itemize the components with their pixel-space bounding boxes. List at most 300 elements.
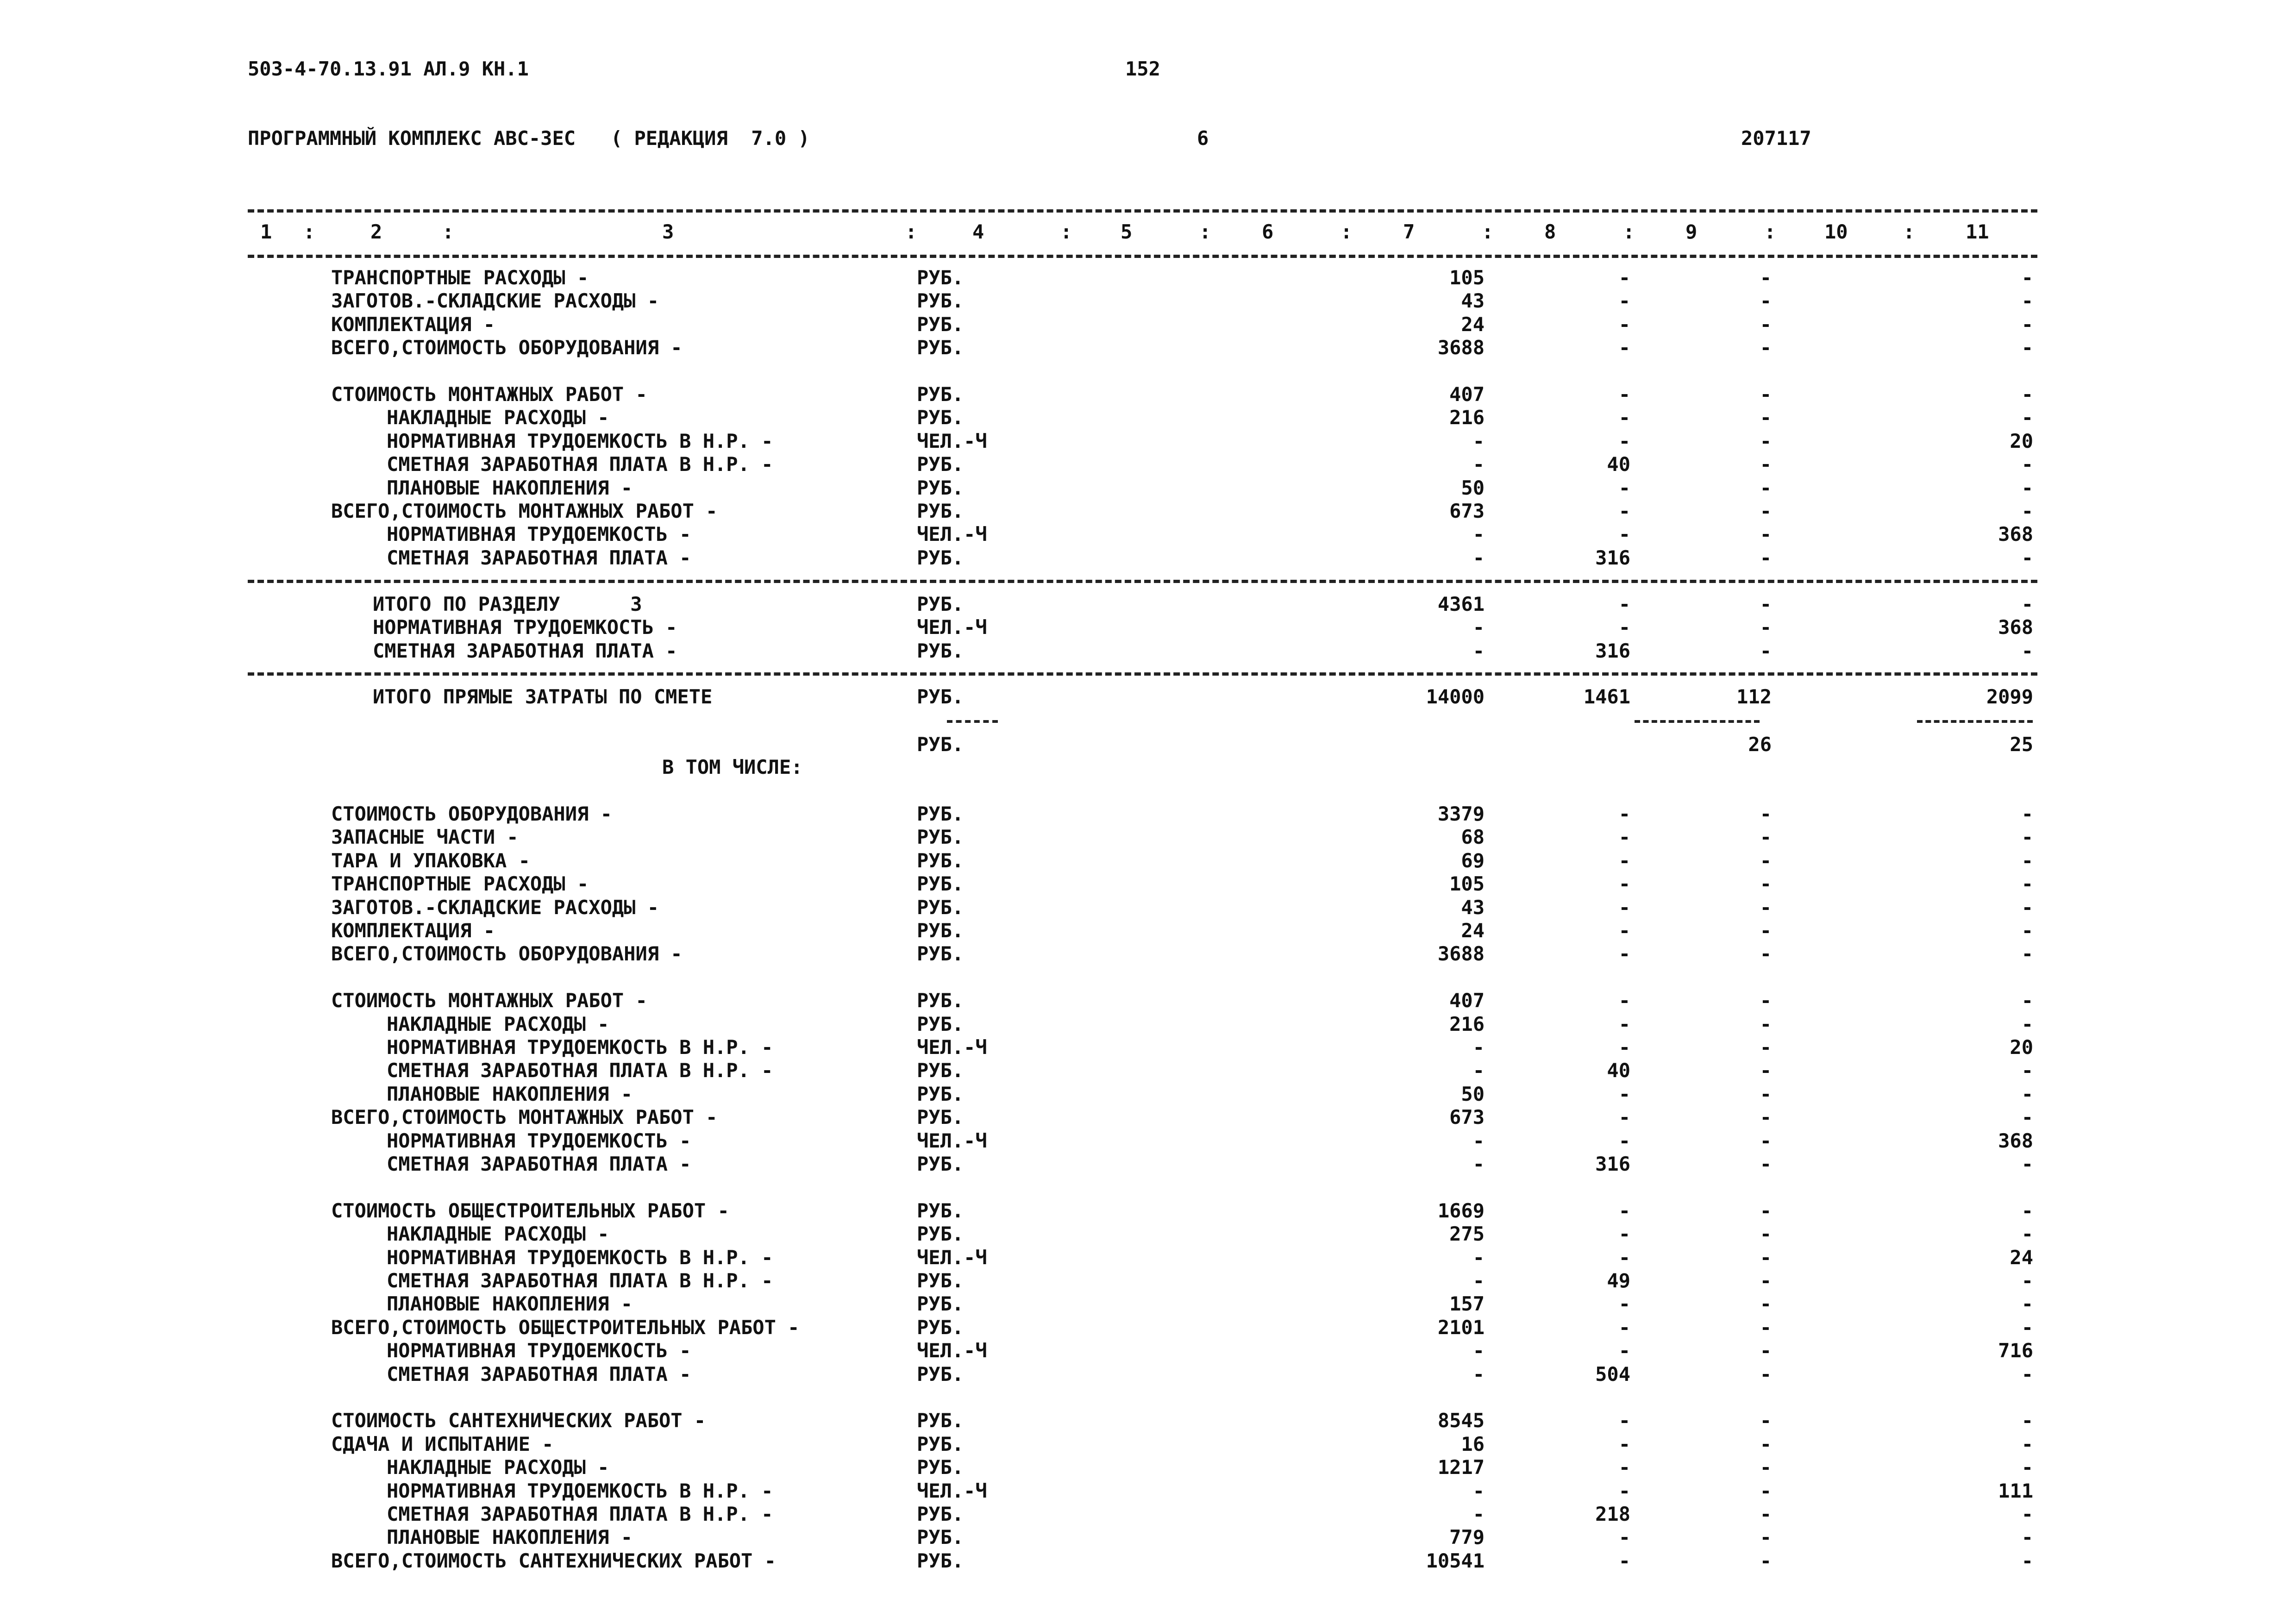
col9-value: - — [1760, 593, 1772, 615]
col11-value: 20 — [2010, 429, 2033, 452]
row-description: СМЕТНАЯ ЗАРАБОТНАЯ ПЛАТА - — [387, 1153, 691, 1175]
row-unit: ЧЕЛ.-Ч — [917, 1246, 987, 1269]
col11-value: - — [2021, 896, 2033, 919]
row-description: СМЕТНАЯ ЗАРАБОТНАЯ ПЛАТА - — [387, 546, 691, 569]
col8-value: 49 — [1607, 1269, 1630, 1292]
row-description: ПЛАНОВЫЕ НАКОПЛЕНИЯ - — [387, 1082, 633, 1105]
col9-value: - — [1760, 1106, 1772, 1129]
col8-value: - — [1618, 383, 1630, 406]
col9-value: - — [1760, 1503, 1772, 1525]
row-description: СМЕТНАЯ ЗАРАБОТНАЯ ПЛАТА В Н.Р. - — [387, 1059, 773, 1082]
col8-value: - — [1618, 1223, 1630, 1246]
col7-value: 24 — [1461, 919, 1485, 942]
row-unit: РУБ. — [917, 1153, 964, 1175]
col11-value: - — [2021, 1503, 2033, 1525]
table-row — [0, 803, 2274, 826]
row-unit: РУБ. — [917, 826, 964, 849]
col9-value: - — [1760, 1549, 1772, 1572]
row-description: ВСЕГО,СТОИМОСТЬ ОБЩЕСТРОИТЕЛЬНЫХ РАБОТ - — [331, 1316, 800, 1339]
col8-value: - — [1618, 826, 1630, 849]
col7-value: 16 — [1461, 1432, 1485, 1455]
table-row — [0, 1549, 2274, 1573]
page-number: 152 — [1125, 57, 1160, 80]
col11-value: - — [2021, 1409, 2033, 1432]
row-description: ЗАГОТОВ.-СКЛАДСКИЕ РАСХОДЫ - — [331, 896, 659, 919]
col11-value: 111 — [1998, 1479, 2033, 1502]
table-row — [0, 896, 2274, 919]
col8-value: - — [1618, 942, 1630, 966]
row-unit: ЧЕЛ.-Ч — [917, 1036, 987, 1059]
col8-value: - — [1618, 336, 1630, 359]
col-header-1: 1 — [260, 220, 272, 243]
table-row — [0, 685, 2274, 709]
col11-value: 20 — [2010, 1036, 2033, 1059]
col9-value: - — [1760, 942, 1772, 966]
row-description: НОРМАТИВНАЯ ТРУДОЕМКОСТЬ В Н.Р. - — [387, 1036, 773, 1059]
col-header-3: 3 — [662, 220, 674, 243]
row-unit: РУБ. — [917, 1269, 964, 1292]
sheet-number: 6 — [1197, 127, 1209, 150]
col7-value: 68 — [1461, 826, 1485, 849]
subtotal-underline — [947, 720, 998, 723]
row-description: СТОИМОСТЬ МОНТАЖНЫХ РАБОТ - — [331, 383, 647, 406]
table-row — [0, 1013, 2274, 1036]
col9-value: - — [1760, 1082, 1772, 1105]
col11-value: - — [2021, 1082, 2033, 1105]
col7-value: 407 — [1449, 989, 1485, 1012]
row-unit: РУБ. — [917, 1549, 964, 1572]
col11-value: - — [2021, 1316, 2033, 1339]
table-row — [0, 593, 2274, 616]
row-description: НАКЛАДНЫЕ РАСХОДЫ - — [387, 1223, 609, 1246]
col7-value: - — [1472, 1269, 1485, 1292]
col7-value: - — [1472, 1246, 1485, 1269]
col11-value: 24 — [2010, 1246, 2033, 1269]
table-row — [0, 1036, 2274, 1059]
table-top-rule — [248, 209, 2037, 213]
col9-value: - — [1760, 1432, 1772, 1455]
col7-value: - — [1472, 1036, 1485, 1059]
table-row — [0, 989, 2274, 1012]
col7-value: 8545 — [1437, 1409, 1485, 1432]
col8-value: - — [1618, 1479, 1630, 1502]
col8-value: - — [1618, 500, 1630, 522]
table-row — [0, 1199, 2274, 1223]
row-unit: ЧЕЛ.-Ч — [917, 1339, 987, 1362]
col11-value: - — [2021, 453, 2033, 476]
col8-value: - — [1618, 989, 1630, 1012]
col8-value: - — [1618, 1456, 1630, 1479]
row-unit: РУБ. — [917, 1503, 964, 1525]
col9-value: - — [1760, 826, 1772, 849]
col9-value: - — [1760, 336, 1772, 359]
col8-value: - — [1618, 406, 1630, 429]
col9-value: - — [1760, 1409, 1772, 1432]
col8-value: - — [1618, 1409, 1630, 1432]
row-description: ВСЕГО,СТОИМОСТЬ ОБОРУДОВАНИЯ - — [331, 336, 683, 359]
col-separator: : — [1199, 220, 1211, 243]
col11-value: - — [2021, 1362, 2033, 1386]
col7-value: - — [1472, 616, 1485, 639]
row-unit: РУБ. — [917, 336, 964, 359]
row-unit: РУБ. — [917, 289, 964, 313]
col11-value: - — [2021, 1432, 2033, 1455]
col7-value: 3379 — [1437, 803, 1485, 825]
col9-value: - — [1760, 1479, 1772, 1502]
col7-value: - — [1472, 1129, 1485, 1152]
col9-value: - — [1760, 1526, 1772, 1549]
col7-value: 50 — [1461, 476, 1485, 499]
col8-value: - — [1618, 616, 1630, 639]
col8-value: - — [1618, 1199, 1630, 1222]
row-unit: ЧЕЛ.-Ч — [917, 1479, 987, 1502]
col-header-5: 5 — [1121, 220, 1133, 243]
col8-value: 218 — [1595, 1503, 1630, 1525]
in-that-number-label — [0, 756, 2274, 779]
row-description: СДАЧА И ИСПЫТАНИЕ - — [331, 1432, 554, 1455]
row-unit: РУБ. — [917, 1409, 964, 1432]
document-code: 503-4-70.13.91 АЛ.9 КН.1 — [248, 57, 529, 80]
col7-value: 14000 — [1426, 685, 1485, 708]
col8-value: - — [1618, 1012, 1630, 1035]
col9-value: - — [1760, 639, 1772, 662]
row-description: СМЕТНАЯ ЗАРАБОТНАЯ ПЛАТА В Н.Р. - — [387, 453, 773, 476]
row-unit: ЧЕЛ.-Ч — [917, 1129, 987, 1152]
col9-value: - — [1760, 476, 1772, 499]
col8-value: - — [1618, 266, 1630, 289]
col8-value: 1461 — [1583, 685, 1630, 708]
col7-value: 69 — [1461, 849, 1485, 872]
row-unit: РУБ. — [917, 500, 964, 522]
row-unit: РУБ. — [917, 942, 964, 966]
col11-value: 2099 — [1986, 685, 2033, 708]
table-row — [0, 1339, 2274, 1362]
col9-value: - — [1760, 1246, 1772, 1269]
col8-value: - — [1618, 429, 1630, 452]
row-description: НОРМАТИВНАЯ ТРУДОЕМКОСТЬ В Н.Р. - — [387, 1479, 773, 1502]
row-description: ИТОГО ПРЯМЫЕ ЗАТРАТЫ ПО СМЕТЕ — [373, 685, 713, 708]
col8-value: 316 — [1595, 639, 1630, 662]
col9-value: - — [1760, 1199, 1772, 1222]
table-row — [0, 849, 2274, 872]
col11-value: - — [2021, 1153, 2033, 1175]
col11-value: - — [2021, 1526, 2033, 1549]
col9-value: - — [1760, 849, 1772, 872]
col11-value: - — [2021, 500, 2033, 522]
col8-value: - — [1618, 1339, 1630, 1362]
row-description: СМЕТНАЯ ЗАРАБОТНАЯ ПЛАТА - — [387, 1362, 691, 1386]
col11-value: - — [2021, 1549, 2033, 1572]
table-row — [0, 1433, 2274, 1456]
table-row — [0, 640, 2274, 663]
col8-value: 316 — [1595, 546, 1630, 569]
table-row — [0, 1456, 2274, 1479]
document-number: 207117 — [1741, 127, 1811, 150]
col9-value: - — [1760, 453, 1772, 476]
col9-value: - — [1760, 523, 1772, 546]
col8-value: - — [1618, 872, 1630, 896]
row-description: ПЛАНОВЫЕ НАКОПЛЕНИЯ - — [387, 1292, 633, 1316]
table-row — [0, 500, 2274, 523]
col8-value: - — [1618, 1036, 1630, 1059]
table-row — [0, 1129, 2274, 1153]
row-unit: РУБ. — [917, 1526, 964, 1549]
table-row — [0, 1292, 2274, 1316]
col11-value: - — [2021, 1012, 2033, 1035]
col8-value: - — [1618, 1292, 1630, 1316]
col8-value: - — [1618, 1082, 1630, 1105]
table-row — [0, 289, 2274, 313]
row-unit: РУБ. — [917, 1082, 964, 1105]
col11-value: - — [2021, 872, 2033, 896]
col11-value: 716 — [1998, 1339, 2033, 1362]
col7-value: 4361 — [1437, 593, 1485, 615]
col8-value: - — [1618, 1129, 1630, 1152]
col7-value: - — [1472, 1339, 1485, 1362]
col8-value: - — [1618, 803, 1630, 825]
table-row — [0, 1246, 2274, 1269]
table-row — [0, 733, 2274, 756]
row-description: ВСЕГО,СТОИМОСТЬ САНТЕХНИЧЕСКИХ РАБОТ - — [331, 1549, 776, 1572]
row-description: ЗАПАСНЫЕ ЧАСТИ - — [331, 826, 519, 849]
row-description: ЗАГОТОВ.-СКЛАДСКИЕ РАСХОДЫ - — [331, 289, 659, 313]
col11-value: 368 — [1998, 523, 2033, 546]
row-unit: РУБ. — [917, 989, 964, 1012]
col7-value: 43 — [1461, 896, 1485, 919]
col11-value: 25 — [2010, 733, 2033, 756]
col9-value: - — [1760, 1129, 1772, 1152]
col11-value: - — [2021, 476, 2033, 499]
row-unit: ЧЕЛ.-Ч — [917, 523, 987, 546]
row-description: СТОИМОСТЬ МОНТАЖНЫХ РАБОТ - — [331, 989, 647, 1012]
col11-value: - — [2021, 336, 2033, 359]
col11-value: - — [2021, 406, 2033, 429]
col11-value: - — [2021, 593, 2033, 615]
col9-value: - — [1760, 1292, 1772, 1316]
col-header-6: 6 — [1262, 220, 1274, 243]
table-row — [0, 872, 2274, 896]
col7-value: 105 — [1449, 872, 1485, 896]
table-row — [0, 453, 2274, 476]
col-header-7: 7 — [1403, 220, 1415, 243]
col9-value: 112 — [1736, 685, 1772, 708]
row-description: СМЕТНАЯ ЗАРАБОТНАЯ ПЛАТА В Н.Р. - — [387, 1503, 773, 1525]
col7-value: - — [1472, 1362, 1485, 1386]
table-row — [0, 1106, 2274, 1129]
table-row — [0, 1526, 2274, 1549]
col9-value: - — [1760, 1012, 1772, 1035]
table-row — [0, 546, 2274, 570]
row-description: ПЛАНОВЫЕ НАКОПЛЕНИЯ - — [387, 1526, 633, 1549]
col7-value: - — [1472, 523, 1485, 546]
row-unit: РУБ. — [917, 803, 964, 825]
table-row — [0, 313, 2274, 336]
table-row — [0, 616, 2274, 639]
col11-value: - — [2021, 289, 2033, 313]
table-row — [0, 430, 2274, 453]
col9-value: - — [1760, 1036, 1772, 1059]
col8-value: - — [1618, 896, 1630, 919]
table-row — [0, 942, 2274, 966]
row-unit: РУБ. — [917, 266, 964, 289]
table-row — [0, 1059, 2274, 1082]
row-description: НОРМАТИВНАЯ ТРУДОЕМКОСТЬ В Н.Р. - — [387, 429, 773, 452]
col9-value: - — [1760, 266, 1772, 289]
col7-value: 43 — [1461, 289, 1485, 313]
col8-value: 40 — [1607, 1059, 1630, 1082]
row-unit: ЧЕЛ.-Ч — [917, 429, 987, 452]
row-unit: РУБ. — [917, 1316, 964, 1339]
row-description: НОРМАТИВНАЯ ТРУДОЕМКОСТЬ В Н.Р. - — [387, 1246, 773, 1269]
col9-value: 26 — [1748, 733, 1772, 756]
col7-value: - — [1472, 453, 1485, 476]
row-unit: РУБ. — [917, 919, 964, 942]
table-row — [0, 406, 2274, 429]
row-unit: РУБ. — [917, 546, 964, 569]
table-header-rule — [248, 255, 2037, 258]
table-row — [0, 523, 2274, 546]
row-unit: РУБ. — [917, 313, 964, 336]
row-unit: РУБ. — [917, 406, 964, 429]
row-unit: РУБ. — [917, 1456, 964, 1479]
col7-value: - — [1472, 1503, 1485, 1525]
col8-value: - — [1618, 1106, 1630, 1129]
table-row — [0, 919, 2274, 942]
col7-value: 157 — [1449, 1292, 1485, 1316]
col9-value: - — [1760, 546, 1772, 569]
col9-value: - — [1760, 289, 1772, 313]
section-rule — [248, 580, 2037, 583]
row-unit: РУБ. — [917, 896, 964, 919]
col9-value: - — [1760, 313, 1772, 336]
col8-value: - — [1618, 1432, 1630, 1455]
row-unit: РУБ. — [917, 872, 964, 896]
col8-value: - — [1618, 476, 1630, 499]
col11-value: - — [2021, 639, 2033, 662]
col11-value: - — [2021, 989, 2033, 1012]
col11-value: - — [2021, 266, 2033, 289]
col-separator: : — [905, 220, 917, 243]
col-header-4: 4 — [972, 220, 984, 243]
col11-value: - — [2021, 1199, 2033, 1222]
col7-value: 2101 — [1437, 1316, 1485, 1339]
col7-value: 1669 — [1437, 1199, 1485, 1222]
col-separator: : — [1623, 220, 1635, 243]
col7-value: 3688 — [1437, 942, 1485, 966]
col9-value: - — [1760, 803, 1772, 825]
col9-value: - — [1760, 919, 1772, 942]
col11-value: - — [2021, 826, 2033, 849]
col-separator: : — [1764, 220, 1776, 243]
row-description: ВСЕГО,СТОИМОСТЬ МОНТАЖНЫХ РАБОТ - — [331, 500, 718, 522]
col11-value: 368 — [1998, 1129, 2033, 1152]
col7-value: - — [1472, 1479, 1485, 1502]
row-description: СМЕТНАЯ ЗАРАБОТНАЯ ПЛАТА В Н.Р. - — [387, 1269, 773, 1292]
row-unit: РУБ. — [917, 733, 964, 756]
row-description: НАКЛАДНЫЕ РАСХОДЫ - — [387, 406, 609, 429]
col7-value: - — [1472, 429, 1485, 452]
row-unit: РУБ. — [917, 593, 964, 615]
col8-value: - — [1618, 1526, 1630, 1549]
table-row — [0, 1503, 2274, 1526]
col9-value: - — [1760, 1223, 1772, 1246]
col7-value: 105 — [1449, 266, 1485, 289]
col7-value: 216 — [1449, 1012, 1485, 1035]
table-row — [0, 1363, 2274, 1386]
row-unit: РУБ. — [917, 1223, 964, 1246]
col11-value: - — [2021, 919, 2033, 942]
col7-value: 24 — [1461, 313, 1485, 336]
col-separator: : — [1060, 220, 1072, 243]
col8-value: 40 — [1607, 453, 1630, 476]
row-description: НАКЛАДНЫЕ РАСХОДЫ - — [387, 1012, 609, 1035]
col11-value: - — [2021, 1106, 2033, 1129]
col9-value: - — [1760, 500, 1772, 522]
col7-value: 1217 — [1437, 1456, 1485, 1479]
col-separator: : — [442, 220, 454, 243]
col-header-11: 11 — [1966, 220, 1989, 243]
row-description: НОРМАТИВНАЯ ТРУДОЕМКОСТЬ - — [387, 523, 691, 546]
col9-value: - — [1760, 896, 1772, 919]
col9-value: - — [1760, 1456, 1772, 1479]
col8-value: - — [1618, 1316, 1630, 1339]
col7-value: - — [1472, 639, 1485, 662]
row-description: СТОИМОСТЬ САНТЕХНИЧЕСКИХ РАБОТ - — [331, 1409, 706, 1432]
col7-value: 216 — [1449, 406, 1485, 429]
table-row — [0, 1269, 2274, 1292]
row-description: ВСЕГО,СТОИМОСТЬ МОНТАЖНЫХ РАБОТ - — [331, 1106, 718, 1129]
col-header-9: 9 — [1685, 220, 1698, 243]
table-row — [0, 383, 2274, 406]
col8-value: - — [1618, 849, 1630, 872]
col8-value: 316 — [1595, 1153, 1630, 1175]
row-unit: РУБ. — [917, 685, 964, 708]
row-description: НОРМАТИВНАЯ ТРУДОЕМКОСТЬ - — [387, 1339, 691, 1362]
col8-value: - — [1618, 289, 1630, 313]
col7-value: - — [1472, 546, 1485, 569]
row-unit: РУБ. — [917, 1199, 964, 1222]
col11-value: 368 — [1998, 616, 2033, 639]
row-unit: РУБ. — [917, 1012, 964, 1035]
table-row — [0, 1153, 2274, 1176]
row-description: КОМПЛЕКТАЦИЯ - — [331, 919, 495, 942]
row-description: СТОИМОСТЬ ОБЩЕСТРОИТЕЛЬНЫХ РАБОТ - — [331, 1199, 729, 1222]
col7-value: 10541 — [1426, 1549, 1485, 1572]
col-separator: : — [1482, 220, 1494, 243]
col11-value: - — [2021, 803, 2033, 825]
col11-value: - — [2021, 1292, 2033, 1316]
col8-value: - — [1618, 919, 1630, 942]
row-description: ВСЕГО,СТОИМОСТЬ ОБОРУДОВАНИЯ - — [331, 942, 683, 966]
row-unit: РУБ. — [917, 849, 964, 872]
col7-value: 3688 — [1437, 336, 1485, 359]
col11-value: - — [2021, 546, 2033, 569]
col11-value: - — [2021, 1269, 2033, 1292]
col7-value: 407 — [1449, 383, 1485, 406]
col8-value: - — [1618, 523, 1630, 546]
col7-value: 275 — [1449, 1223, 1485, 1246]
subtotal-underline — [1635, 720, 1760, 723]
row-description: НОРМАТИВНАЯ ТРУДОЕМКОСТЬ - — [373, 616, 677, 639]
row-unit: РУБ. — [917, 1059, 964, 1082]
col9-value: - — [1760, 989, 1772, 1012]
col-header-10: 10 — [1824, 220, 1848, 243]
col9-value: - — [1760, 406, 1772, 429]
col11-value: - — [2021, 849, 2033, 872]
subtotal-underline — [1917, 720, 2033, 723]
row-unit: ЧЕЛ.-Ч — [917, 616, 987, 639]
col9-value: - — [1760, 429, 1772, 452]
